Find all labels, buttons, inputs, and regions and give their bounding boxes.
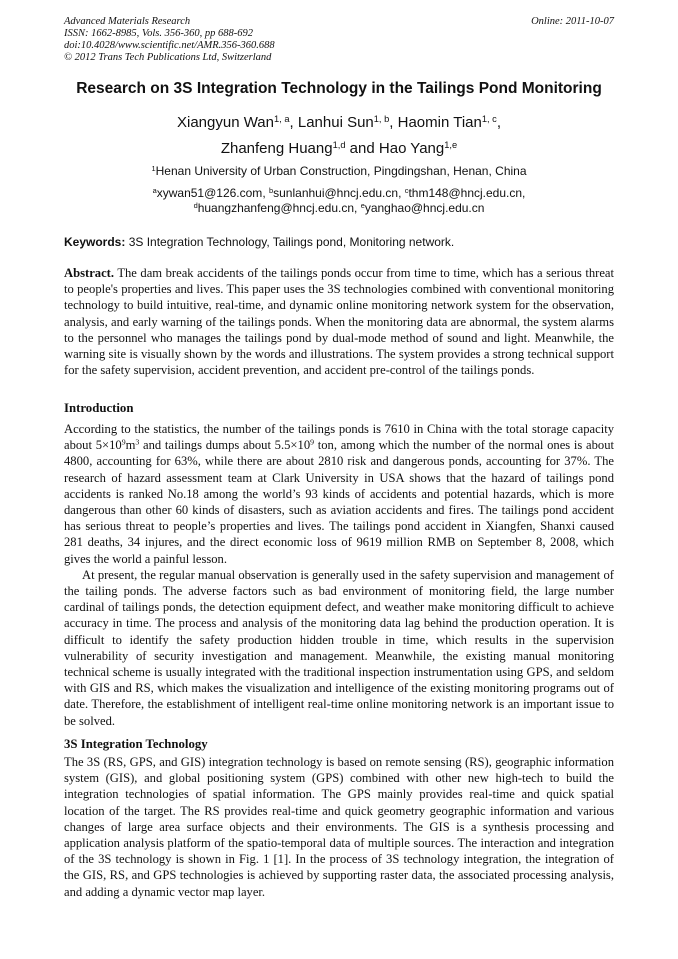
keywords-label: Keywords: <box>64 235 126 249</box>
issn-line: ISSN: 1662-8985, Vols. 356-360, pp 688-692 <box>64 28 253 39</box>
affiliation-text: Henan University of Urban Construction, Pingdingshan, Henan, China <box>155 164 527 178</box>
intro-paragraph-2: At present, the regular manual observation is generally used in the safety supervision and management of the tailing ponds. The adverse factors such as bad environment of monitoring field, the large number cardinal of tailings ponds, the detection equipment defect, and weather make monitoring difficult to achieve accuracy in time. The process and analysis of the monitoring data lag behind the production operation. It is difficult to identify the safety production hidden trouble in time, which results in the supervision vulnerability of security investigation and management. Meanwhile, the existing manual monitoring technical scheme is usually integrated with the traditional inspection instrumentation using GPS, and seldom with GIS and RS, which makes the visualization and intelligence of the existing monitoring programs out of date. Therefore, the establishment of intelligent real-time online monitoring network is an important issue to be solved. <box>64 567 614 728</box>
email-sup: e <box>360 200 365 210</box>
journal-name: Advanced Materials Research <box>64 16 191 27</box>
abstract-text: The dam break accidents of the tailings ponds occur from time to time, which has a serious threat to people's properties and lives. This paper uses the 3S technologies combined with conventional monitoring technology to build intuitive, real-time, and dynamic online monitoring network system for the observation, analysis, and early warning of the tailings ponds. When the monitoring data are abnormal, the system alarms to the personnel who manages the tailings pond by dual-mode method of sound and light. Meanwhile, the warning site is visually shown by the words and illustrations. The system provides a strong technical support for the safety supervision, accident prevention, and accident pre-control of the tailings ponds. <box>64 266 614 378</box>
copyright-line: © 2012 Trans Tech Publications Ltd, Switzerland <box>64 52 272 63</box>
author-line-1: Xiangyun Wan$^{1, a}$, Lanhui Sun$^{1, b}$, Haomin Tian$^{1, c}$, <box>176 113 502 131</box>
text-run: According to the statistics, the number of the tailings ponds is 7610 in China with the total storage capacity about 5×10 <box>64 422 614 453</box>
author-name: Zhanfeng Huang <box>220 140 333 157</box>
doi-line: doi:10.4028/www.scientific.net/AMR.356-360.688 <box>64 40 275 51</box>
email-address: yanghao@hncj.edu.cn <box>364 201 485 215</box>
email-address: xywan51@126.com <box>156 186 263 200</box>
email-sup: b <box>268 185 274 195</box>
journal-header <box>64 16 614 64</box>
affiliation-sup: 1 <box>151 163 156 173</box>
email-address: sunlanhui@hncj.edu.cn <box>273 186 399 200</box>
author-name: Lanhui Sun <box>297 114 374 131</box>
affiliation <box>40 164 638 179</box>
email-sup: a <box>152 185 157 195</box>
superscript: 9 <box>121 437 126 447</box>
superscript: 3 <box>135 437 140 447</box>
keywords-text: 3S Integration Technology, Tailings pond, Monitoring network. <box>128 235 455 249</box>
author-name: Hao Yang <box>378 140 445 157</box>
author-sup: 1,d <box>332 139 346 150</box>
abstract-label: Abstract. <box>64 266 115 280</box>
text-run: ton, among which the number of the normal ones is about 4800, accounting for 63%, while there are about 2810 risk and dangerous ponds, accounting for 37%. The research of hazard assessment team at Clark University in USA shows that the hazard of tailings pond accidents is ranked No.18 among the world’s 93 kinds of accidents and potential hazards, which is more dangerous than other 60 kinds of disasters, such as aviation accidents and fires. The tailings pond accident has serious threat to people’s properties and lives. The tailings pond accident in Xiangfen, Shanxi caused 281 deaths, 34 injures, and the direct economic loss of 9619 million RMB on September 8, 2008, which gives the world a painful lesson. <box>64 438 615 566</box>
section-heading-introduction: Introduction <box>64 401 134 415</box>
text-run: and tailings dumps about 5.5×10 <box>139 438 311 453</box>
email-address: thm148@hncj.edu.cn <box>408 186 523 200</box>
email-sup: d <box>193 200 198 210</box>
author-sup: 1,e <box>444 139 458 150</box>
author-sup: 1, b <box>373 113 390 124</box>
author-name: Xiangyun Wan <box>176 114 274 131</box>
text-run: m <box>125 438 136 453</box>
section-heading-3s: 3S Integration Technology <box>64 737 208 751</box>
author-line-2: Zhanfeng Huang$^{1,d}$ and Hao Yang$^{1,e}$ <box>220 139 458 157</box>
author-name: Haomin Tian <box>397 114 482 131</box>
keywords <box>64 235 614 249</box>
email-list: $^a$xywan51@126.com, $^b$sunlanhui@hncj.edu.cn, $^c$thm148@hncj.edu.cn, $^d$huangzhanfeng@hncj.edu.cn, $^e$yanghao@hncj.edu.cn <box>152 185 526 215</box>
abstract <box>64 265 614 378</box>
intro-paragraph-1 <box>64 421 614 567</box>
section-3s-paragraph-1: The 3S (RS, GPS, and GIS) integration technology is based on remote sensing (RS), geographic information system (GIS), and global positioning system (GPS) combined with other new high-tech to build the integration technologies of spatial information. The GPS mainly provides real-time and quick spatial location of the target. The RS provides real-time and quick geometry geographic information and various changes of large area surface objects and their environments. The GIS is a synthesis processing and application analysis platform of the spatio-temporal data of multiple sources. The interaction and integration of the 3S technology is shown in Fig. 1 [1]. In the process of 3S technology integration, the integration of the GIS, RS, and GPS technologies is achieved by supporting raster data, the associated processing analysis, and adding a dynamic vector map layer. <box>64 755 614 899</box>
paper-title: Research on 3S Integration Technology in the Tailings Pond Monitoring <box>76 80 602 97</box>
email-sup: c <box>404 185 409 195</box>
section-3s-body <box>64 754 614 900</box>
introduction-body <box>64 421 614 729</box>
superscript: 9 <box>310 437 315 447</box>
author-sup: 1, a <box>274 113 290 124</box>
author-sup: 1, c <box>481 113 497 124</box>
email-address: huangzhanfeng@hncj.edu.cn <box>197 201 355 215</box>
online-date: Online: 2011-10-07 <box>531 16 614 27</box>
